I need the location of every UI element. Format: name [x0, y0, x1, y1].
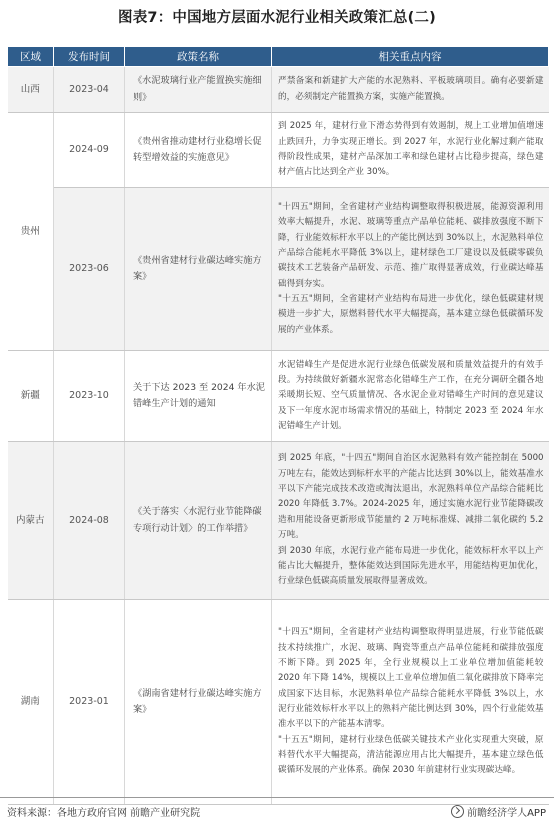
date-cell: 2024-09 — [54, 113, 125, 188]
content-paragraph: 到 2025 年，建材行业下滑态势得到有效遏制，规上工业增加值增速止跌回升，力争实现正增长。到 2027 年，水泥行业化解过剩产能取得阶段性成果，建材产品深加工率和绿色建材占比稳步提高，绿色建材产值占比达到全产业 30%。 — [278, 121, 544, 178]
qianzhan-logo-icon — [451, 805, 464, 818]
content-paragraph: "十四五"期间，全省建材产业结构调整取得明显进展，行业节能低碳技术持续推广，水泥、玻璃、陶瓷等重点产品单位能耗和碳排放强度不断下降。到 2025 年，全行业规模以上工业单位增加值能耗较 2020 年下降 14%，规模以上工业单位增加值二氧化碳排放下降率完成国家下达目标，水泥熟料单位产品综合能耗水平降低 3%以上，水泥行业能效标杆水平以上的熟料产能比例达到 30%，四个行业能效基准水平以下的产能基本清零。 — [278, 627, 544, 730]
date-cell: 2023-01 — [54, 600, 125, 805]
table-row — [8, 113, 549, 188]
region-cell: 新疆 — [8, 351, 54, 442]
table-row — [8, 600, 549, 805]
table-row — [8, 67, 549, 113]
content-paragraph: 严禁备案和新建扩大产能的水泥熟料、平板玻璃项目。确有必要新建的，必须制定产能置换方案，实施产能置换。 — [278, 76, 544, 102]
figure-title: 图表7：中国地方层面水泥行业相关政策汇总(二) — [118, 10, 436, 26]
table-row — [8, 442, 549, 600]
content-paragraph: "十四五"期间，全省建材产业结构调整取得积极进展，能源资源利用效率大幅提升，水泥、玻璃等重点产品单位能耗、碳排放强度不断下降，行业能效标杆水平以上的产能比例达到 30%以上，水泥熟料单位产品综合能耗水平降低 3%以上，建材绿色工厂建设以及低碳零碳负碳技术工艺装备产品研发、示范、推广取得显著成效，行业碳达峰基础得到夯实。 — [278, 201, 544, 289]
region-cell: 内蒙古 — [8, 442, 54, 600]
policy-name-cell: 《关于落实〈水泥行业节能降碳专项行动计划〉的工作举措》 — [125, 442, 272, 600]
content-cell — [272, 67, 549, 113]
region-cell: 山西 — [8, 67, 54, 113]
content-cell — [272, 351, 549, 442]
region-cell: 湖南 — [8, 600, 54, 805]
header-date: 发布时间 — [54, 47, 125, 67]
policy-name-cell: 《湖南省建材行业碳达峰实施方案》 — [125, 600, 272, 805]
header-region: 区域 — [8, 47, 54, 67]
content-cell — [272, 188, 549, 351]
brand-label: 前瞻经济学人APP — [467, 808, 546, 819]
date-cell: 2023-06 — [54, 188, 125, 351]
header-policy-name: 政策名称 — [125, 47, 272, 67]
brand-credit — [451, 804, 546, 819]
content-cell — [272, 600, 549, 805]
content-paragraph: 到 2025 年底，"十四五"期间自治区水泥熟料有效产能控制在 5000 万吨左右，能效达到标杆水平的产能占比达到 30%以上，能效基准水平以下产能完成技术改造或淘汰退出，水泥熟料单位产品综合能耗比 2020 年降低 3.7%。2024-2025 年，通过实施水泥行业节能降碳改造和用能设备更新形成节能量约 2 万吨标准煤、减排二氧化碳约 5.2 万吨。 — [278, 453, 544, 541]
footer — [0, 797, 554, 823]
source-note: 资料来源：各地方政府官网 前瞻产业研究院 — [7, 808, 201, 819]
table-header-row — [8, 47, 549, 67]
policy-table-container — [7, 46, 548, 805]
content-paragraph: 到 2030 年底，水泥行业产能布局进一步优化，能效标杆水平以上产能占比大幅提升，整体能效达到国际先进水平，用能结构更加优化，行业绿色低碳高质量发展取得显著成效。 — [278, 545, 544, 587]
content-paragraph: 水泥错峰生产是促进水泥行业绿色低碳发展和质量效益提升的有效手段。为持续做好新疆水泥常态化错峰生产工作，在充分调研全疆各地采暖期长短、空气质量情况、各水泥企业对错峰生产时间的意见建议及下一年度水泥市场需求情况的基础上，特制定 2023 至 2024 年水泥错峰生产计划。 — [278, 359, 544, 432]
table-row — [8, 351, 549, 442]
date-cell: 2023-04 — [54, 67, 125, 113]
policy-name-cell: 《贵州省建材行业碳达峰实施方案》 — [125, 188, 272, 351]
date-cell: 2023-10 — [54, 351, 125, 442]
table-row — [8, 188, 549, 351]
header-key-content: 相关重点内容 — [272, 47, 549, 67]
region-cell: 贵州 — [8, 113, 54, 351]
content-cell — [272, 113, 549, 188]
policy-name-cell: 《水泥玻璃行业产能置换实施细则》 — [125, 67, 272, 113]
policy-name-cell: 关于下达 2023 至 2024 年水泥错峰生产计划的通知 — [125, 351, 272, 442]
content-paragraph: "十五五"期间，建材行业绿色低碳关键技术产业化实现重大突破，原料替代水平大幅提高，清洁能源应用占比大幅提升，基本建立绿色低碳循环发展的产业体系。确保 2030 年前建材行业实现碳达峰。 — [278, 734, 544, 776]
content-cell — [272, 442, 549, 600]
policy-name-cell: 《贵州省推动建材行业稳增长促转型增效益的实施意见》 — [125, 113, 272, 188]
content-paragraph: "十五五"期间，全省建材产业结构布局进一步优化，绿色低碳建材规模进一步扩大，原燃料替代水平大幅提高，基本建立绿色低碳循环发展的产业体系。 — [278, 294, 544, 335]
date-cell: 2024-08 — [54, 442, 125, 600]
policy-table — [7, 46, 549, 805]
